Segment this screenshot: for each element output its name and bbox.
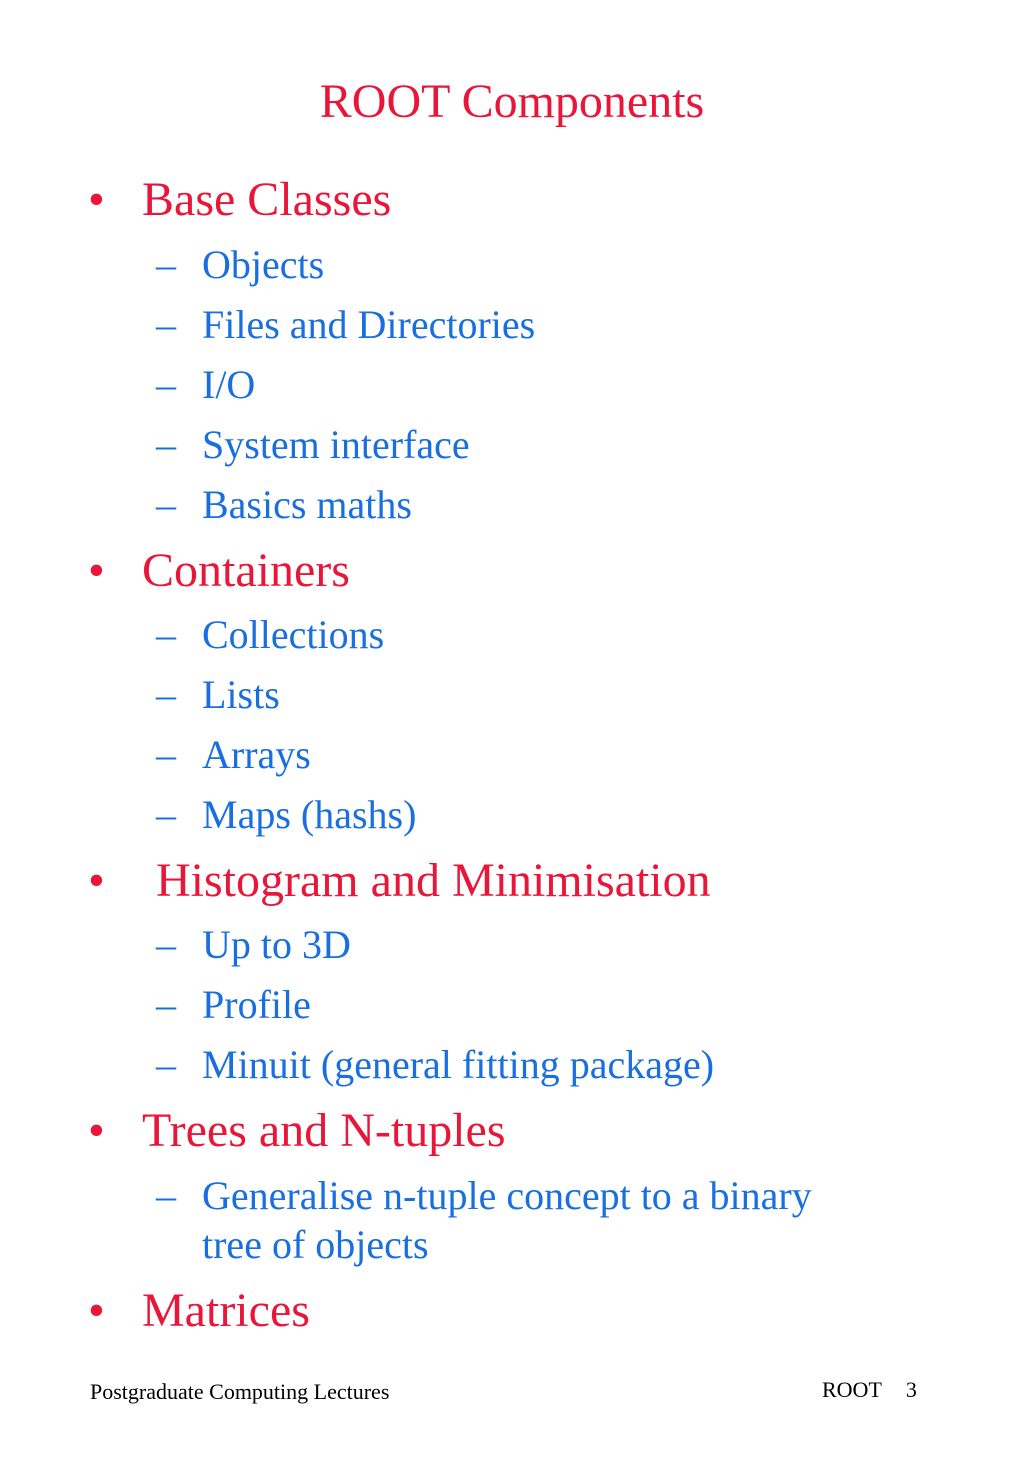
footer-slide-info — [822, 1376, 917, 1404]
sub-item-label: Generalise n-tuple concept to a binary — [202, 1173, 812, 1218]
dash-icon: – — [156, 1042, 176, 1087]
dash-icon: – — [156, 612, 176, 657]
sub-item-label: I/O — [202, 362, 256, 407]
bullet-label: Base Classes — [142, 173, 392, 226]
bullet-dot-icon: • — [88, 854, 105, 907]
dash-icon: – — [156, 242, 176, 287]
sub-item-label: Collections — [202, 612, 385, 657]
sub-item-label: Maps (hashs) — [202, 792, 417, 837]
bullet-label: Histogram and Minimisation — [156, 854, 711, 907]
sub-item-label: tree of objects — [202, 1222, 429, 1267]
sub-item-label: Basics maths — [202, 482, 412, 527]
dash-icon: – — [156, 982, 176, 1027]
sub-item-label: Arrays — [202, 732, 311, 777]
dash-icon: – — [156, 482, 176, 527]
bullet-dot-icon: • — [88, 1104, 105, 1157]
dash-icon: – — [156, 422, 176, 467]
dash-icon: – — [156, 922, 176, 967]
dash-icon: – — [156, 732, 176, 777]
bullet-dot-icon: • — [88, 544, 105, 597]
dash-icon: – — [156, 792, 176, 837]
bullet-label: Containers — [142, 544, 350, 597]
sub-item-label: Files and Directories — [202, 302, 536, 347]
dash-icon: – — [156, 362, 176, 407]
page-number: 3 — [905, 1377, 917, 1402]
slide-title: ROOT Components — [319, 75, 705, 128]
footer-course-title: Postgraduate Computing Lectures — [90, 1379, 390, 1404]
bullet-label: Trees and N-tuples — [142, 1104, 506, 1157]
bullet-dot-icon: • — [88, 1284, 105, 1337]
dash-icon: – — [156, 672, 176, 717]
dash-icon: – — [156, 1173, 176, 1218]
sub-item-label: Up to 3D — [202, 922, 351, 967]
bullet-label: Matrices — [142, 1284, 310, 1337]
bullet-dot-icon: • — [88, 173, 105, 226]
sub-item-label: Lists — [202, 672, 280, 717]
footer-topic: ROOT — [822, 1377, 882, 1402]
dash-icon: – — [156, 302, 176, 347]
sub-item-label: Objects — [202, 242, 325, 287]
sub-item-label: System interface — [202, 422, 470, 467]
sub-item-label: Minuit (general fitting package) — [202, 1042, 715, 1087]
sub-item-label: Profile — [202, 982, 311, 1027]
